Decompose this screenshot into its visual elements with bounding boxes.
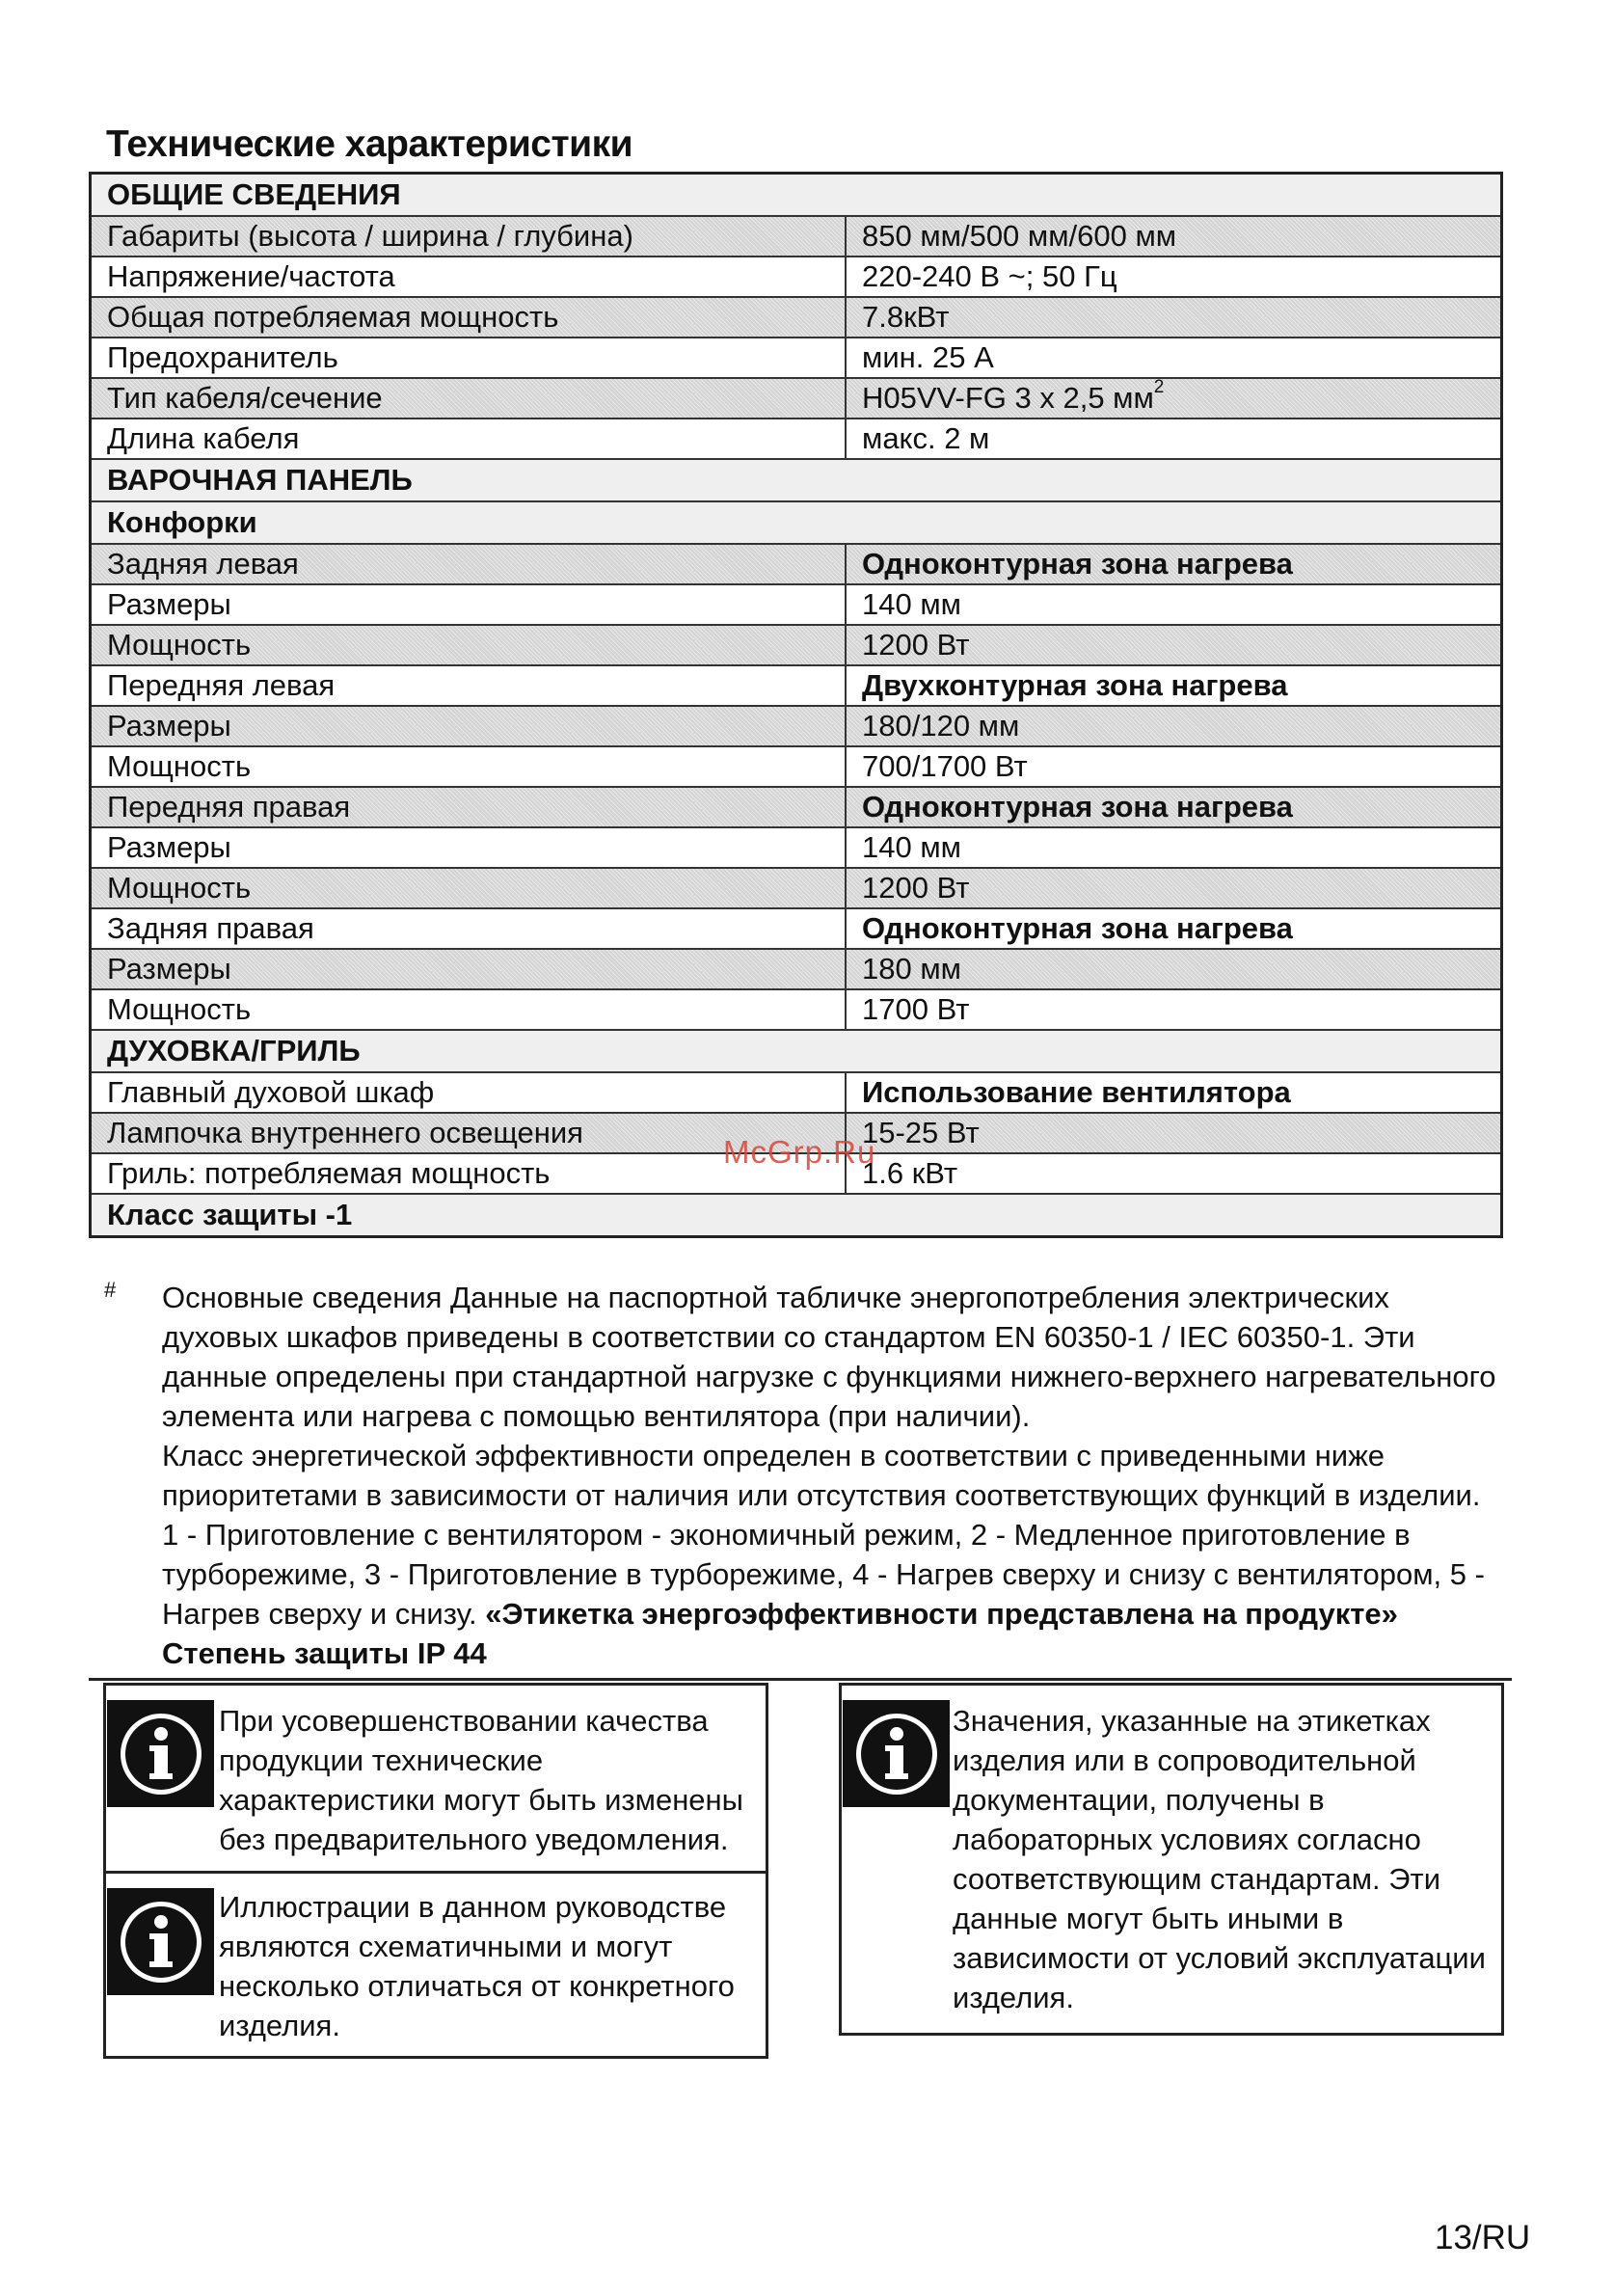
row-value: 700/1700 Вт: [846, 746, 1502, 787]
row-value: 1700 Вт: [846, 989, 1502, 1030]
row-value: 180 мм: [846, 949, 1502, 989]
page-number: 13/RU: [1435, 2219, 1531, 2256]
row-label: Общая потребляемая мощность: [91, 297, 847, 338]
footnote-mark: #: [104, 1278, 117, 1302]
row-value: Одноконтурная зона нагрева: [846, 544, 1502, 584]
table-row: [91, 1072, 1502, 1113]
table-row: [91, 706, 1502, 746]
row-label: Размеры: [91, 706, 847, 746]
table-row: [91, 625, 1502, 665]
row-value: мин. 25 А: [846, 338, 1502, 378]
table-row: [91, 908, 1502, 949]
row-value: 140 мм: [846, 827, 1502, 868]
footnote-priorities: Класс энергетической эффективности определен в соответствии с приведенными ниже приоритетами в зависимости от наличия или отсутствия соответствующих функций в изделии. 1 - Приготовление с вентилятором - экономичный режим, 2 - Медленное приготовление в турборежиме, 3 - Приготовление в турборежиме, 4 - Нагрев сверху и снизу с вентилятором, 5 - Нагрев сверху и снизу.: [162, 1439, 1485, 1631]
cable-value: H05VV-FG 3 x 2,5 мм: [862, 381, 1154, 415]
info-icon: [107, 1700, 214, 1807]
row-label: Длина кабеля: [91, 419, 847, 459]
row-value: Использование вентилятора: [846, 1072, 1502, 1113]
table-row: [91, 868, 1502, 908]
row-label: Передняя правая: [91, 787, 847, 827]
energy-label-note: «Этикетка энергоэффективности представлена на продукте»: [485, 1597, 1398, 1631]
row-value: 220-240 В ~; 50 Гц: [846, 257, 1502, 297]
row-value: Одноконтурная зона нагрева: [846, 787, 1502, 827]
info-box-left: [103, 1683, 768, 2059]
info-note-text: При усовершенствовании качества продукции технические характеристики могут быть изменены без предварительного уведомления.: [219, 1704, 743, 1856]
table-row: [91, 378, 1502, 419]
superscript: 2: [1153, 378, 1165, 397]
info-note-text: Значения, указанные на этикетках изделия или в сопроводительной документации, получены в лабораторных условиях согласно соответствующим стандартам. Эти данные могут быть иными в зависимости от условий эксплуатации изделия.: [953, 1704, 1486, 2014]
protection-class-row: [91, 1194, 1502, 1237]
table-row: [91, 665, 1502, 706]
section-title: ОБЩИЕ СВЕДЕНИЯ: [91, 174, 1502, 217]
footnote-text: [162, 1278, 1502, 1673]
table-row: [91, 584, 1502, 625]
row-label: Лампочка внутреннего освещения: [91, 1113, 847, 1153]
footnote-paragraph: Основные сведения Данные на паспортной табличке энергопотребления электрических духовых шкафов приведены в соответствии со стандартом EN 60350-1 / IEC 60350-1. Эти данные определены при стандартной нагрузке с функциями нижнего-верхнего нагревательного элемента или нагрева с помощью вентилятора (при наличии).: [162, 1281, 1496, 1433]
row-value: 1200 Вт: [846, 625, 1502, 665]
row-label: Главный духовой шкаф: [91, 1072, 847, 1113]
row-label: Размеры: [91, 949, 847, 989]
protection-class: Класс защиты -1: [91, 1194, 1502, 1237]
table-row: [91, 787, 1502, 827]
row-label: Передняя левая: [91, 665, 847, 706]
table-row: [91, 949, 1502, 989]
row-label: Предохранитель: [91, 338, 847, 378]
footnote-paragraph: [162, 1436, 1502, 1634]
row-value: Двухконтурная зона нагрева: [846, 665, 1502, 706]
row-label: Задняя правая: [91, 908, 847, 949]
row-label: Габариты (высота / ширина / глубина): [91, 216, 847, 257]
table-row: [91, 216, 1502, 257]
info-box-right: [839, 1683, 1504, 2036]
row-label: Тип кабеля/сечение: [91, 378, 847, 419]
row-value: 140 мм: [846, 584, 1502, 625]
row-value: 7.8кВт: [846, 297, 1502, 338]
section-header-oven: [91, 1030, 1502, 1072]
section-title: ДУХОВКА/ГРИЛЬ: [91, 1030, 1502, 1072]
info-note-text: Иллюстрации в данном руководстве являются схематичными и могут несколько отличаться от конкретного изделия.: [219, 1890, 735, 2042]
spec-table: [89, 172, 1503, 1238]
row-value: 180/120 мм: [846, 706, 1502, 746]
row-label: Размеры: [91, 827, 847, 868]
row-value: макс. 2 м: [846, 419, 1502, 459]
row-value: 1.6 кВт: [846, 1153, 1502, 1194]
row-label: Гриль: потребляемая мощность: [91, 1153, 847, 1194]
table-row: [91, 419, 1502, 459]
row-label: Размеры: [91, 584, 847, 625]
watermark: McGrp.Ru: [723, 1134, 876, 1170]
section-header-hob: [91, 459, 1502, 501]
row-label: Мощность: [91, 868, 847, 908]
table-row: [91, 297, 1502, 338]
table-row: [91, 827, 1502, 868]
section-header-general: [91, 174, 1502, 217]
subsection-title: Конфорки: [91, 501, 1502, 544]
info-icon: [843, 1700, 950, 1807]
box-divider: [106, 1871, 766, 1874]
row-value: 1200 Вт: [846, 868, 1502, 908]
section-title: ВАРОЧНАЯ ПАНЕЛЬ: [91, 459, 1502, 501]
info-icon: [107, 1888, 214, 1995]
row-value-cable: [846, 378, 1502, 419]
section-divider: [89, 1678, 1512, 1681]
subsection-header-burners: [91, 501, 1502, 544]
table-row: [91, 257, 1502, 297]
row-value: 15-25 Вт: [846, 1113, 1502, 1153]
table-row: [91, 989, 1502, 1030]
row-label: Мощность: [91, 625, 847, 665]
table-row: [91, 338, 1502, 378]
row-label: Мощность: [91, 746, 847, 787]
row-value: 850 мм/500 мм/600 мм: [846, 216, 1502, 257]
row-label: Напряжение/частота: [91, 257, 847, 297]
table-row: [91, 544, 1502, 584]
row-label: Задняя левая: [91, 544, 847, 584]
row-label: Мощность: [91, 989, 847, 1030]
ip-rating: Степень защиты IP 44: [162, 1636, 487, 1670]
page-title: Технические характеристики: [106, 123, 633, 165]
table-row: [91, 746, 1502, 787]
row-value: Одноконтурная зона нагрева: [846, 908, 1502, 949]
